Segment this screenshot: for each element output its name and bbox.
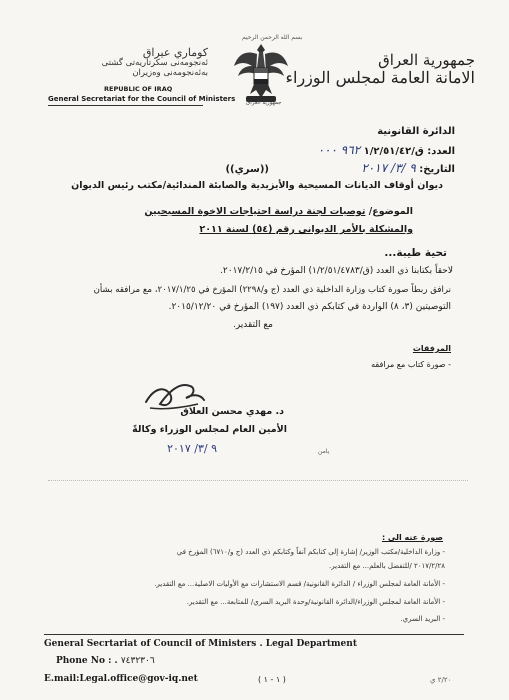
header-secretariat-en: General Secretariat for the Council of Ministers	[48, 95, 236, 103]
footer-phone	[56, 656, 155, 666]
header-divider	[48, 105, 203, 106]
paragraph-1: لاحقاً بكتابنا ذي العدد (ق/١/٢/٥١/٤٧٨٣) المؤرخ في ٢٠١٧/٢/١٥.	[220, 266, 453, 276]
copy-item-2: - الأمانة العامة لمجلس الوزراء / الدائرة القانونية/ قسم الاستشارات مع الأوليات الاصلية... مع التقدير.	[154, 580, 445, 588]
emblem-scroll-text: جمهورية العراق	[246, 100, 282, 106]
header-left-line1: كوماري عيراق	[142, 46, 208, 59]
department-label: الدائرة القانونية	[377, 126, 455, 137]
paragraph-2-closing: مع التقدير.	[232, 320, 273, 330]
reference-number	[318, 143, 455, 157]
header-left-kurdish	[56, 48, 208, 78]
phone-label: Phone No : .	[56, 656, 118, 666]
faint-separator	[48, 480, 468, 481]
signatory-title: الأمين العام لمجلس الوزراء وكالةً	[132, 424, 287, 435]
copy-item-3: - الأمانة العامة لمجلس الوزراء/الدائرة القانونية/وحدة البريد السري/ للمتابعة... مع التقدير.	[186, 598, 445, 606]
copy-item-1-line2: ٢٠١٧/٢/٢٨ /للتفضل بالعلم... مع التقدير.	[329, 562, 445, 570]
footer-email: E.mail:Legal.office@gov-iq.net	[44, 674, 198, 684]
footer-department: General Secrtariat of Council of Ministers . Legal Department	[44, 639, 357, 649]
footer-divider	[44, 634, 464, 635]
date-handwritten: ٩ /٣/ ٢٠١٧	[361, 161, 416, 175]
reference-date	[361, 161, 455, 175]
initials-mark: يامن	[318, 448, 330, 455]
signatory-name: د. مهدي محسن العلاق	[180, 406, 284, 417]
eagle-emblem-icon	[232, 40, 290, 104]
subject	[144, 206, 413, 217]
subject-line1: توصيات لجنة دراسة احتياجات الاخوة المسيحيين	[144, 206, 366, 217]
number-label: العدد: ق/١/٢/٥١/٤٢	[363, 146, 455, 157]
subject-label: الموضوع/	[368, 206, 413, 217]
greeting: تحية طيبة...	[384, 247, 447, 259]
header-republic-ar: جمهورية العراق	[378, 51, 475, 69]
page-number: ( ١ - ١ )	[258, 675, 286, 684]
emblem-caption: بسم الله الرحمن الرحيم	[242, 34, 303, 41]
form-code: ٢/٢٠ ي	[430, 676, 452, 684]
paragraph-2-line1: نرافق ربطاً صورة كتاب وزارة الداخلية ذي العدد (ج و/٢٢٩٨) المؤرخ في ٢٠١٧/١/٢٥، مع مرافقه بشأن	[93, 285, 451, 295]
number-handwritten: ٩٦٢ ٠٠٠	[317, 143, 361, 157]
header-left-line2: ئه‌نجومه‌نى سكرتاريه‌تى گشتى	[101, 58, 208, 68]
attachments-label: المرفقات	[412, 344, 451, 353]
header-left-line3: به‌ئه‌نجومه‌نى وه‌زيران	[132, 68, 208, 78]
signature-date-handwritten: ٩ /٣/ ٢٠١٧	[167, 442, 217, 455]
copy-item-1-line1: - وزارة الداخلية/مكتب الوزير/ إشارة إلى كتابكم آنفاً وكتابكم ذي العدد (ج و/٦٧١٠) المؤرخ في	[176, 548, 445, 556]
header-secretariat-ar: الامانة العامة لمجلس الوزراء	[285, 68, 475, 87]
header-right-arabic	[285, 52, 475, 86]
attachment-item: - صورة كتاب مع مرافقه	[371, 360, 451, 369]
paragraph-2-line2: التوصيتين (٣، ٨) الواردة في كتابكم ذي العدد (١٩٧) المؤرخ في ٢٠١٥/١٢/٢٠.	[168, 302, 451, 312]
phone-number: ٧٤٣٢٣٠٦	[120, 656, 155, 666]
copies-title: صورة عنه الى :	[381, 533, 443, 542]
date-label: التاريخ:	[419, 164, 455, 175]
addressee: ديوان أوقاف الديانات المسيحية والأيزيدية والصابئة المندائية/مكتب رئيس الديوان	[71, 180, 443, 191]
header-republic-en: REPUBLIC OF IRAQ	[104, 85, 173, 93]
subject-line2: والمشكلة بالأمر الديواني رقم (٥٤) لسنة ٢٠١١	[199, 224, 413, 235]
copy-item-4: - البريد السري.	[400, 615, 445, 623]
secret-marking: ((سري))	[225, 164, 269, 175]
